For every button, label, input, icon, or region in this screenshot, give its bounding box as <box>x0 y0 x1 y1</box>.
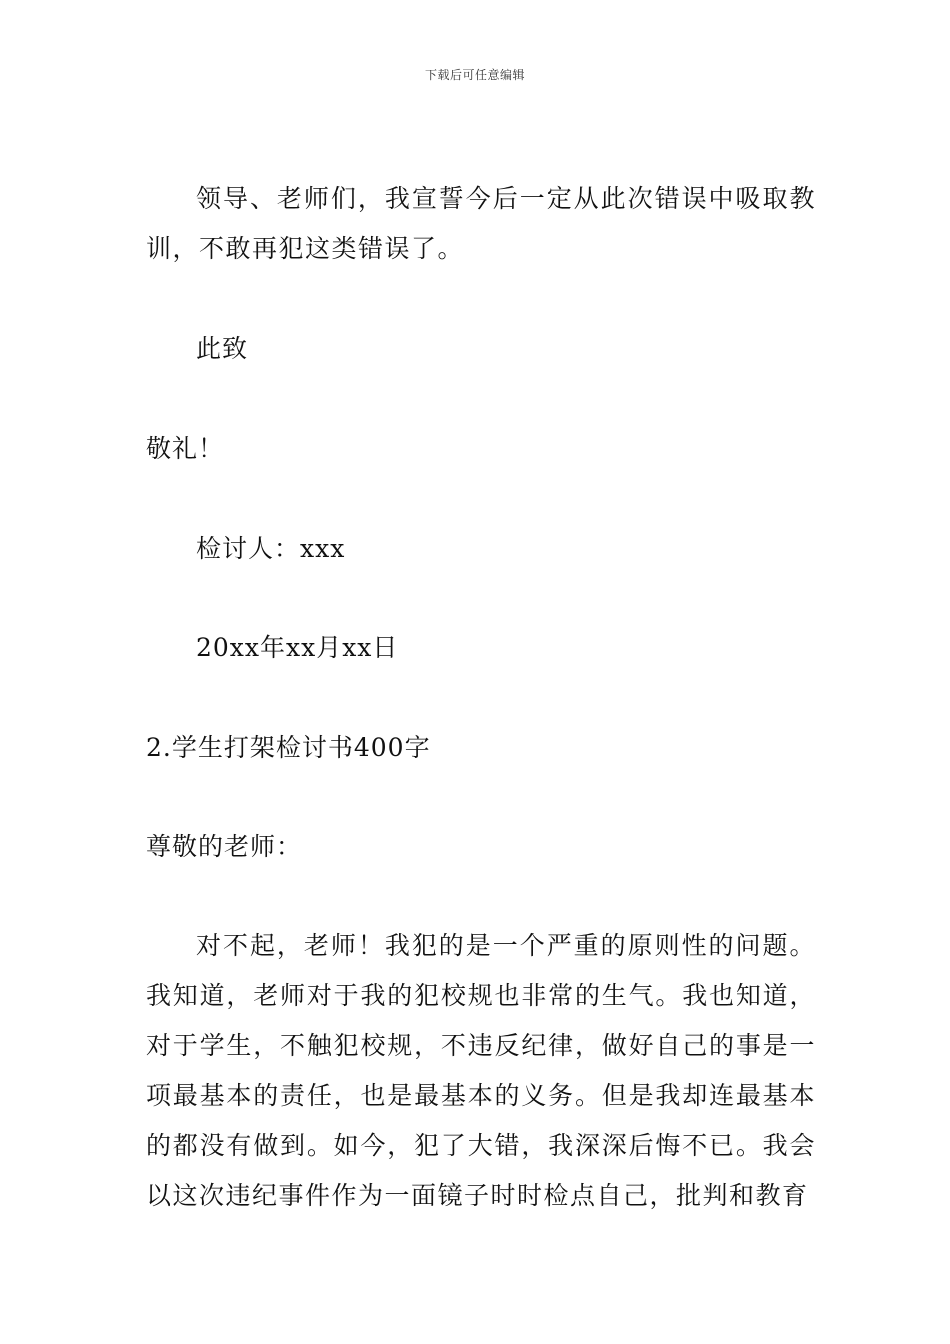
section-title: 2.学生打架检讨书400字 <box>146 733 431 762</box>
header-note: 下载后可任意编辑 <box>424 68 525 82</box>
greeting-line: 尊敬的老师： <box>146 832 303 861</box>
body-paragraph: 对不起，老师！我犯的是一个严重的原则性的问题。我知道，老师对于我的犯校规也非常的生气。我也知道，对于学生，不触犯校规，不违反纪律，做好自己的事是一项最基本的责任，也是最基本的义务。但是我却连最基本的都没有做到。如今，犯了大错，我深深后悔不已。我会以这次违纪事件作为一面镜子时时检点自己，批判和教育 <box>146 931 816 1210</box>
closing-paragraph: 领导、老师们，我宣誓今后一定从此次错误中吸取教训，不敢再犯这类错误了。 <box>146 184 816 263</box>
date-line: 20xx年xx月xx日 <box>196 633 399 662</box>
signatory-line: 检讨人：xxx <box>196 534 346 563</box>
salutation-close: 此致 <box>196 334 249 363</box>
salutation-respect: 敬礼！ <box>146 434 225 463</box>
